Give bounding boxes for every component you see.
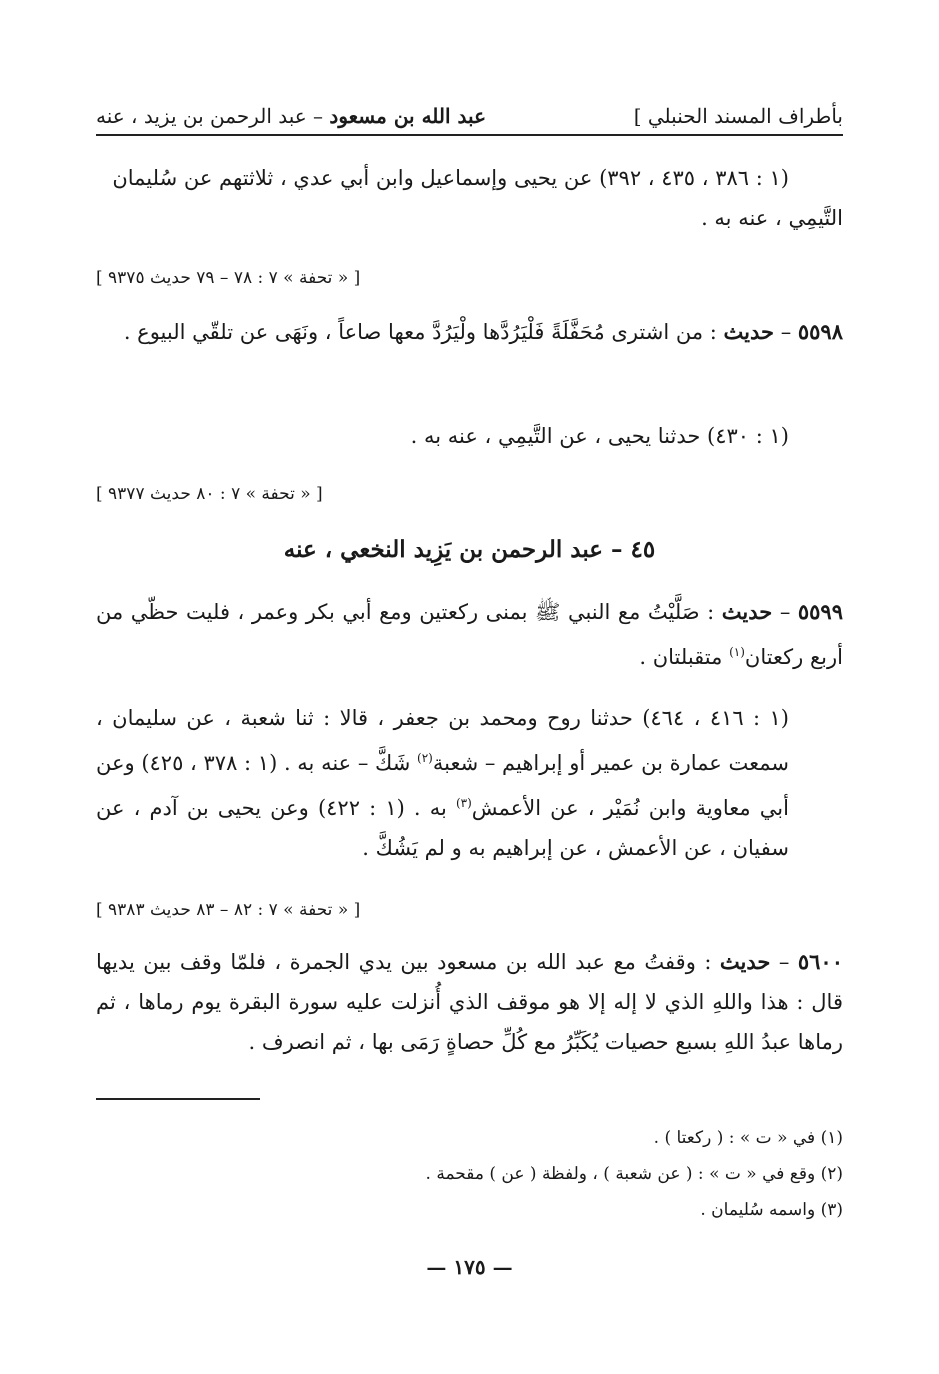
running-header bbox=[96, 98, 843, 134]
chain-5599 bbox=[96, 698, 843, 868]
chain-part-2: شَكَّ – عنه به . (١ : ٣٧٨ ، ٤٢٥) وعن أبي معاوية وابن نُمَيْر ، عن الأعمش bbox=[96, 751, 789, 820]
chain-line-1: (١ : ٣٨٦ ، ٤٣٥ ، ٣٩٢) عن يحيى وإسماعيل وابن أبي عدي ، ثلاثتهم عن سُليمان bbox=[112, 166, 789, 190]
tuhfa-ref-2: [ « تحفة » ٧ : ٨٠ حديث ٩٣٧٧ ] bbox=[96, 484, 323, 504]
chain-5599-text bbox=[96, 698, 843, 868]
hadith-5599-text: ٥٥٩٩ – حديث : صَلَّيْتُ مع النبي ﷺ بمنى ركعتين ومع أبي بكر وعمر ، فليت حظّي من أربع ركعتان$^{(١)}$ متقبلتان . bbox=[96, 599, 843, 669]
footnotes bbox=[96, 1120, 843, 1228]
footnote-2: (٢) وقع في « ت » : ( عن شعبة ) ، ولفظة ( عن ) مقحمة . bbox=[425, 1164, 843, 1184]
hadith-number: ٥٥٩٩ bbox=[797, 599, 843, 624]
hadith-matn-end: متقبلتان . bbox=[639, 645, 730, 669]
hadith-matn: : صَلَّيْتُ مع النبي ﷺ بمنى ركعتين ومع أبي بكر وعمر ، فليت حظّي من أربع ركعتان bbox=[96, 600, 843, 669]
section-title: ٤٥ – عبد الرحمن بن يَزِيد النخعي ، عنه bbox=[283, 536, 656, 563]
header-book-title: بأطراف المسند الحنبلي ] bbox=[633, 104, 843, 128]
header-divider bbox=[96, 134, 843, 136]
footnote-divider bbox=[96, 1098, 260, 1100]
footnote-1: (١) في « ت » : ( ركعتا ) . bbox=[653, 1128, 843, 1148]
hadith-5598 bbox=[96, 312, 843, 352]
footnote-ref-3: (٣) bbox=[455, 796, 472, 810]
chain-part-1: (١ : ٤١٦ ، ٤٦٤) حدثنا روح ومحمد بن جعفر ، قالا : ثنا شعبة ، عن سليمان ، سمعت عمارة بن عمير أو إبراهيم – شعبة bbox=[96, 706, 789, 775]
hadith-label: حديث bbox=[723, 319, 775, 344]
hadith-matn: : وقفتُ مع عبد الله بن مسعود بين يدي الجمرة ، فلمّا وقف بين يديها قال : هذا واللهِ الذي لا إله إلا هو موقف الذي أُنزلت عليه سورة البقرة يوم رماها ، ثم رماها عبدُ اللهِ بسبع حصيات يُكَبِّرُ مع كُلِّ حصاةٍ رَمَى بها ، ثم انصرف . bbox=[96, 950, 843, 1054]
chain-5598 bbox=[96, 416, 843, 456]
footnote-3: (٣) واسمه سُليمان . bbox=[700, 1200, 843, 1220]
hadith-5599 bbox=[96, 592, 843, 677]
hadith-number: ٥٦٠٠ bbox=[797, 949, 843, 974]
chain-line-2: التَّيمِي ، عنه به . bbox=[701, 206, 843, 230]
hadith-5600 bbox=[96, 942, 843, 1062]
tuhfa-ref-1: [ « تحفة » ٧ : ٧٨ – ٧٩ حديث ٩٣٧٥ ] bbox=[96, 268, 361, 288]
hadith-label: حديث bbox=[719, 949, 771, 974]
hadith-matn: : من اشترى مُحَفَّلَةً فَلْيَرُدَّها ولْيَرُدَّ معها صاعاً ، ونَهَى عن تلقّي البيوع . bbox=[123, 320, 724, 344]
hadith-5598-text: ٥٥٩٨ – حديث : من اشترى مُحَفَّلَةً فَلْيَرُدَّها ولْيَرُدَّ معها صاعاً ، ونَهَى عن تلقّي البيوع . bbox=[123, 319, 843, 344]
footnote-ref-2: (٢) bbox=[417, 751, 433, 765]
hadith-number: ٥٥٩٨ bbox=[797, 319, 843, 344]
header-chapter-rest: – عبد الرحمن بن يزيد ، عنه bbox=[96, 104, 330, 128]
tuhfa-ref-3: [ « تحفة » ٧ : ٨٢ – ٨٣ حديث ٩٣٨٣ ] bbox=[96, 900, 361, 920]
chain-block-1 bbox=[96, 158, 843, 238]
page-number: — ١٧٥ — bbox=[426, 1255, 513, 1279]
footnote-ref-1: (١) bbox=[729, 645, 745, 659]
chain-part-3: به . (١ : ٤٢٢) وعن يحيى بن آدم ، عن سفيان ، عن الأعمش ، عن إبراهيم به و لم يَشُكَّ . bbox=[96, 796, 789, 860]
hadith-5600-text: ٥٦٠٠ – حديث : وقفتُ مع عبد الله بن مسعود بين يدي الجمرة ، فلمّا وقف بين يديها قال : هذا واللهِ الذي لا إله إلا هو موقف الذي أُنزلت عليه سورة البقرة يوم رماها ، ثم رماها عبدُ اللهِ بسبع حصيات يُكَبِّرُ مع كُلِّ حصاةٍ رَمَى بها ، ثم انصرف . bbox=[96, 949, 843, 1054]
header-chapter bbox=[96, 104, 486, 128]
header-chapter-bold: عبد الله بن مسعود bbox=[329, 104, 487, 128]
chain-5598-text: (١ : ٤٣٠) حدثنا يحيى ، عن التَّيمِي ، عنه به . bbox=[410, 424, 789, 448]
hadith-label: حديث bbox=[721, 599, 773, 624]
